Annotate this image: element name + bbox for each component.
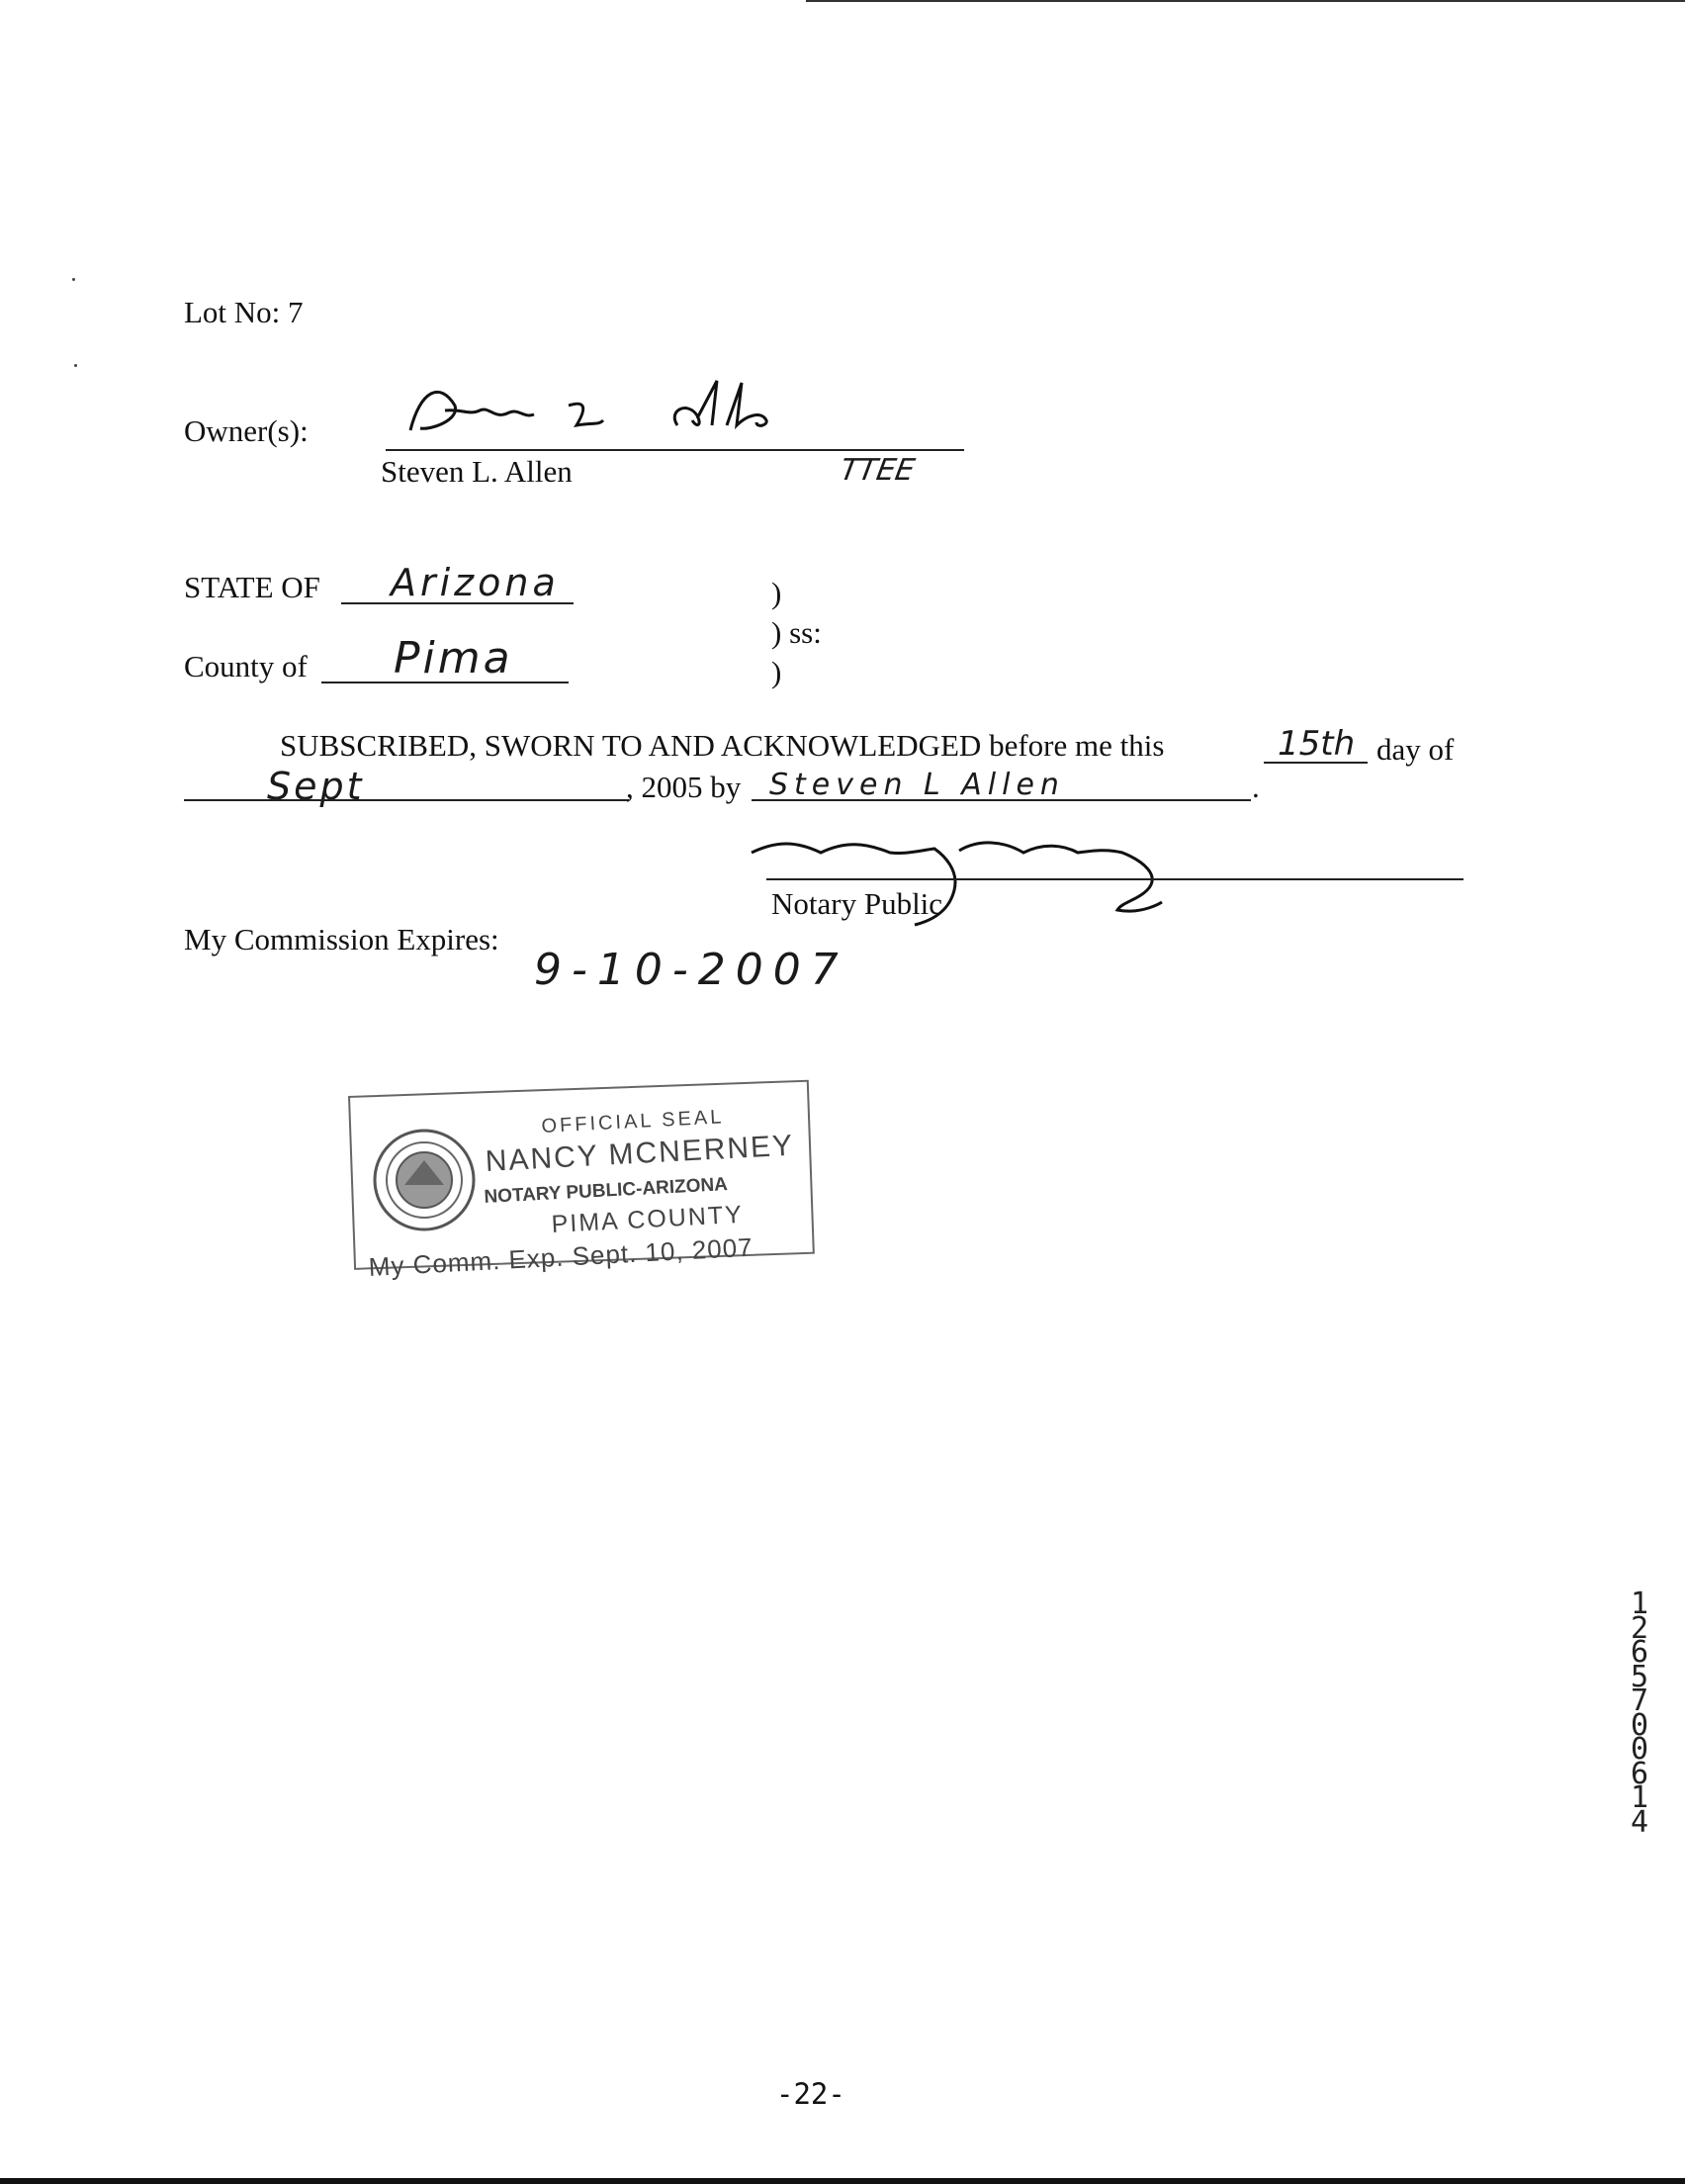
county-label: County of (184, 649, 308, 683)
owner-signature (400, 371, 836, 445)
seal-line-5: My Comm. Exp. Sept. 10, 2007 (368, 1231, 754, 1282)
owner-name: Steven L. Allen (381, 454, 573, 489)
day-line (1264, 762, 1368, 764)
commission-expires-value: 9-10-2007 (534, 945, 848, 995)
state-seal-icon (370, 1126, 479, 1234)
commission-expires-label: My Commission Expires: (184, 922, 499, 956)
side-reference-number (1627, 1587, 1652, 1840)
day-of-text: day of (1376, 732, 1455, 767)
venue-paren-bottom: ) (771, 655, 782, 689)
notary-signature-line (766, 878, 1463, 880)
seal-line-2: NANCY MCNERNEY (485, 1129, 795, 1178)
county-value: Pima (394, 633, 513, 683)
scan-speck (74, 364, 77, 367)
venue-paren-top: ) (771, 576, 782, 610)
seal-line-1: OFFICIAL SEAL (541, 1106, 725, 1138)
lot-number: Lot No: 7 (184, 295, 304, 329)
acknowledgment-text: SUBSCRIBED, SWORN TO AND ACKNOWLEDGED before me this (280, 728, 1165, 763)
state-label: STATE OF (184, 570, 320, 604)
owner-title: TTEE (837, 453, 918, 488)
state-value: Arizona (391, 561, 560, 604)
seal-line-3: NOTARY PUBLIC-ARIZONA (484, 1174, 729, 1208)
by-value: Steven L Allen (769, 768, 1065, 802)
state-line (341, 602, 574, 604)
county-line (321, 682, 569, 683)
official-seal-stamp (348, 1096, 813, 1282)
day-value: 15th (1278, 724, 1356, 764)
owner-signature-line (386, 449, 964, 451)
side-reference-number-text: 12657 00614 (1630, 1587, 1649, 1840)
by-line (752, 799, 1251, 801)
scan-bottom-edge (0, 2178, 1685, 2184)
year-text: , 2005 by (626, 770, 742, 804)
scan-speck (72, 278, 75, 281)
notary-public-label: Notary Public (771, 886, 943, 921)
seal-line-4: PIMA COUNTY (551, 1200, 745, 1238)
month-line (184, 799, 629, 801)
page-number: -22- (776, 2077, 845, 2111)
by-period: . (1252, 770, 1260, 804)
month-value: Sept (267, 765, 365, 808)
scan-top-edge (806, 0, 1685, 2)
venue-ss: ) ss: (771, 615, 822, 650)
owner-label: Owner(s): (184, 413, 309, 448)
